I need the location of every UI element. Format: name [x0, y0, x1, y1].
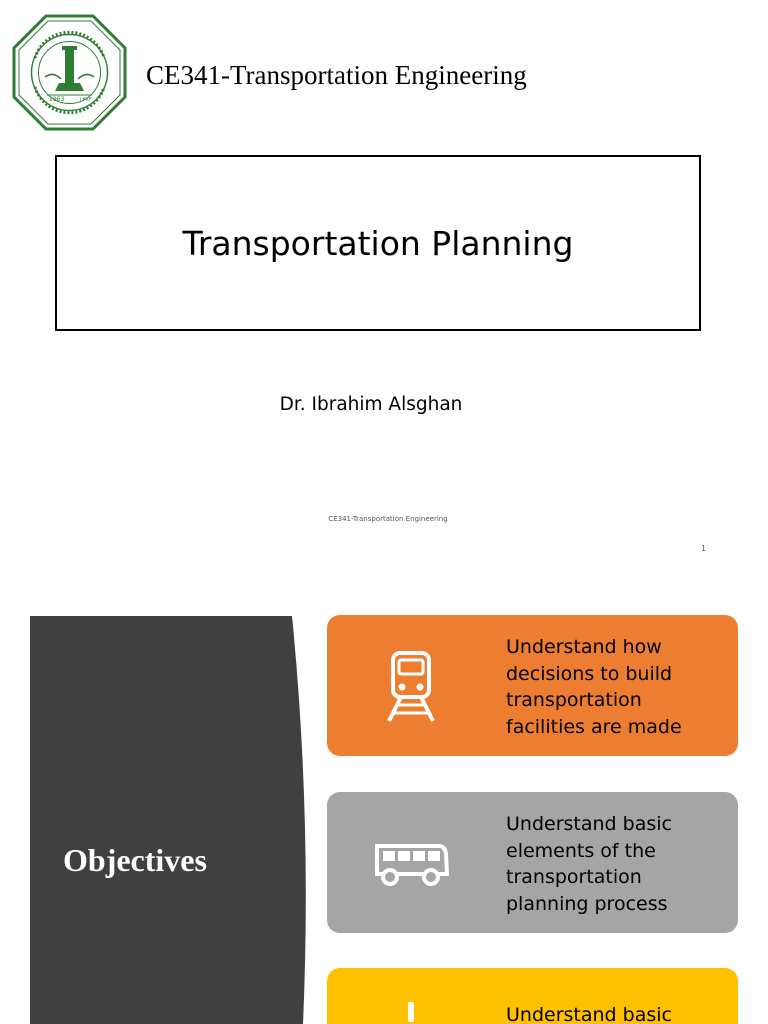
- objective-card-1: [327, 615, 738, 756]
- bus-icon: [371, 822, 451, 902]
- slide-title: Transportation Planning: [182, 223, 574, 263]
- objective-card-3: [327, 968, 738, 1024]
- objective-text-2: Understand basic elements of the transportation planning process: [506, 813, 672, 915]
- seal-year-left: 1963: [49, 96, 65, 103]
- road-icon: [371, 998, 451, 1024]
- objectives-panel: [0, 588, 320, 1024]
- course-title: CE341-Transportation Engineering: [146, 60, 527, 90]
- page-number: 1: [701, 544, 707, 553]
- author-name: Dr. Ibrahim Alsghan: [279, 394, 463, 415]
- university-seal-logo: [11, 13, 128, 132]
- title-box: [55, 155, 701, 331]
- objectives-slide: [0, 588, 768, 1024]
- objective-text-3: Understand basic: [506, 1004, 672, 1024]
- slide-footer: CE341-Transportation Engineering: [328, 515, 448, 523]
- seal-year-right: ١٣٨٣: [79, 96, 92, 103]
- objective-text-1: Understand how decisions to build transportation facilities are made: [506, 636, 682, 738]
- objectives-heading: Objectives: [63, 842, 207, 878]
- objective-card-2: [327, 792, 738, 933]
- train-icon: [371, 645, 451, 725]
